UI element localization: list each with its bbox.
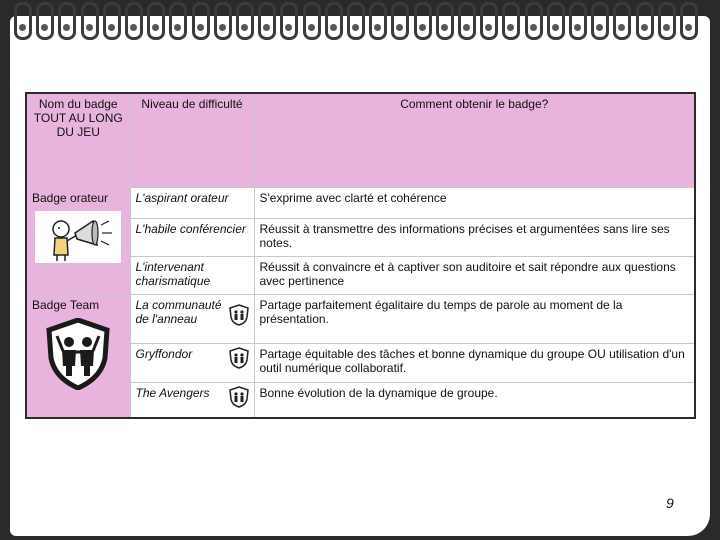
binding-hole	[685, 24, 692, 31]
spiral-ring	[169, 2, 187, 40]
team-shield-icon	[229, 386, 249, 408]
binding-hole	[419, 24, 426, 31]
spiral-ring	[236, 2, 254, 40]
level-label: Gryffondor	[135, 347, 193, 361]
binding-hole	[663, 24, 670, 31]
binding-hole	[574, 24, 581, 31]
table-row	[26, 295, 695, 344]
badge-orateur-cell	[26, 188, 130, 295]
header-level: Niveau de difficulté	[130, 93, 254, 188]
spiral-ring	[258, 2, 276, 40]
how-cell: Réussit à convaincre et à captiver son auditoire et sait répondre aux questions avec pertinence	[254, 257, 695, 295]
spiral-ring	[303, 2, 321, 40]
spiral-ring	[680, 2, 698, 40]
binding-hole	[108, 24, 115, 31]
team-shield-icon	[45, 318, 111, 390]
binding-hole	[552, 24, 559, 31]
spiral-ring	[502, 2, 520, 40]
spiral-ring	[613, 2, 631, 40]
spiral-ring	[480, 2, 498, 40]
page-number: 9	[666, 495, 674, 511]
level-cell: L'habile conférencier	[130, 219, 254, 257]
level-label: The Avengers	[135, 386, 210, 400]
how-cell: Partage parfaitement égalitaire du temps de parole au moment de la présentation.	[254, 295, 695, 344]
spiral-ring	[391, 2, 409, 40]
binding-hole	[463, 24, 470, 31]
spiral-ring	[436, 2, 454, 40]
spiral-ring	[125, 2, 143, 40]
spiral-ring	[458, 2, 476, 40]
binding-hole	[641, 24, 648, 31]
spiral-ring	[280, 2, 298, 40]
level-cell	[130, 295, 254, 344]
spiral-ring	[14, 2, 32, 40]
binding-hole	[19, 24, 26, 31]
binding-hole	[130, 24, 137, 31]
binding-hole	[441, 24, 448, 31]
how-cell: Partage équitable des tâches et bonne dynamique du groupe OU utilisation d'un outil numérique collaboratif.	[254, 344, 695, 383]
how-cell: Bonne évolution de la dynamique de groupe.	[254, 383, 695, 419]
binding-hole	[241, 24, 248, 31]
spiral-ring	[569, 2, 587, 40]
spiral-ring	[147, 2, 165, 40]
spiral-ring	[103, 2, 121, 40]
spiral-ring	[81, 2, 99, 40]
spiral-ring	[58, 2, 76, 40]
spiral-ring	[214, 2, 232, 40]
badge-team-cell	[26, 295, 130, 419]
spiral-ring	[325, 2, 343, 40]
binding-hole	[330, 24, 337, 31]
table-row	[26, 188, 695, 219]
spiral-ring	[414, 2, 432, 40]
level-cell: L'aspirant orateur	[130, 188, 254, 219]
spiral-ring	[658, 2, 676, 40]
how-cell: S'exprime avec clarté et cohérence	[254, 188, 695, 219]
level-cell: L'intervenant charismatique	[130, 257, 254, 295]
level-cell	[130, 383, 254, 419]
spiral-ring	[192, 2, 210, 40]
spiral-ring	[547, 2, 565, 40]
binding-hole	[219, 24, 226, 31]
level-cell	[130, 344, 254, 383]
table-header-row	[26, 93, 695, 188]
binding-hole	[352, 24, 359, 31]
spiral-ring	[636, 2, 654, 40]
badge-name: Badge orateur	[32, 191, 109, 205]
binding-hole	[86, 24, 93, 31]
how-cell: Réussit à transmettre des informations précises et argumentées sans lire ses notes.	[254, 219, 695, 257]
spiral-binding	[14, 0, 706, 40]
header-name: Nom du badge TOUT AU LONG DU JEU	[26, 93, 130, 188]
header-how: Comment obtenir le badge?	[254, 93, 695, 188]
badges-table	[25, 92, 696, 419]
spiral-ring	[525, 2, 543, 40]
team-shield-icon	[229, 304, 249, 326]
spiral-ring	[591, 2, 609, 40]
binding-hole	[530, 24, 537, 31]
spiral-ring	[347, 2, 365, 40]
badge-name: Badge Team	[32, 298, 100, 312]
speaker-megaphone-icon	[35, 211, 121, 263]
level-label: La communauté de l'anneau	[135, 298, 222, 326]
spiral-ring	[36, 2, 54, 40]
binding-hole	[197, 24, 204, 31]
team-shield-icon	[229, 347, 249, 369]
spiral-ring	[369, 2, 387, 40]
binding-hole	[308, 24, 315, 31]
